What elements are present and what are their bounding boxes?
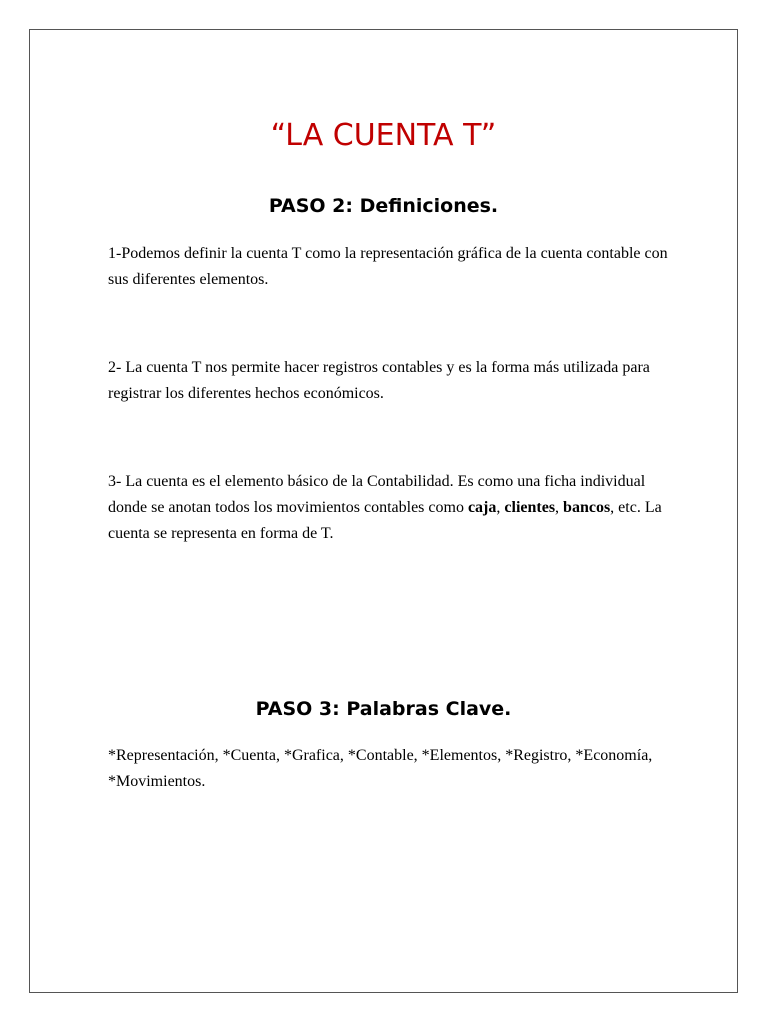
definition-item-3-text-end: , etc. La cuenta se representa en forma de T. [108, 499, 662, 542]
definition-item-2: 2- La cuenta T nos permite hacer registros contables y es la forma más utilizada para registrar los diferentes hechos económicos. [108, 359, 650, 402]
keyword-caja: caja [467, 499, 497, 516]
definition-item-3 [108, 469, 668, 547]
definition-item-3-text: 3- La cuenta es el elemento básico de la Contabilidad. Es como una ficha individual donde se anotan todos los movimientos contables como [108, 473, 646, 516]
keywords-list: *Representación, *Cuenta, *Grafica, *Contable, *Elementos, *Registro, *Economía, *Movimientos. [108, 747, 653, 790]
separator: , [496, 499, 505, 516]
document-title: “LA CUENTA T” [270, 118, 497, 153]
document-page [29, 29, 738, 993]
section-heading-paso-3: PASO 3: Palabras Clave. [255, 698, 512, 720]
definition-item-1: 1-Podemos definir la cuenta T como la representación gráfica de la cuenta contable con sus diferentes elementos. [108, 245, 668, 288]
keyword-bancos: bancos [563, 499, 611, 516]
separator: , [555, 499, 564, 516]
section-heading-paso-2: PASO 2: Definiciones. [268, 195, 499, 217]
keyword-clientes: clientes [504, 499, 556, 516]
